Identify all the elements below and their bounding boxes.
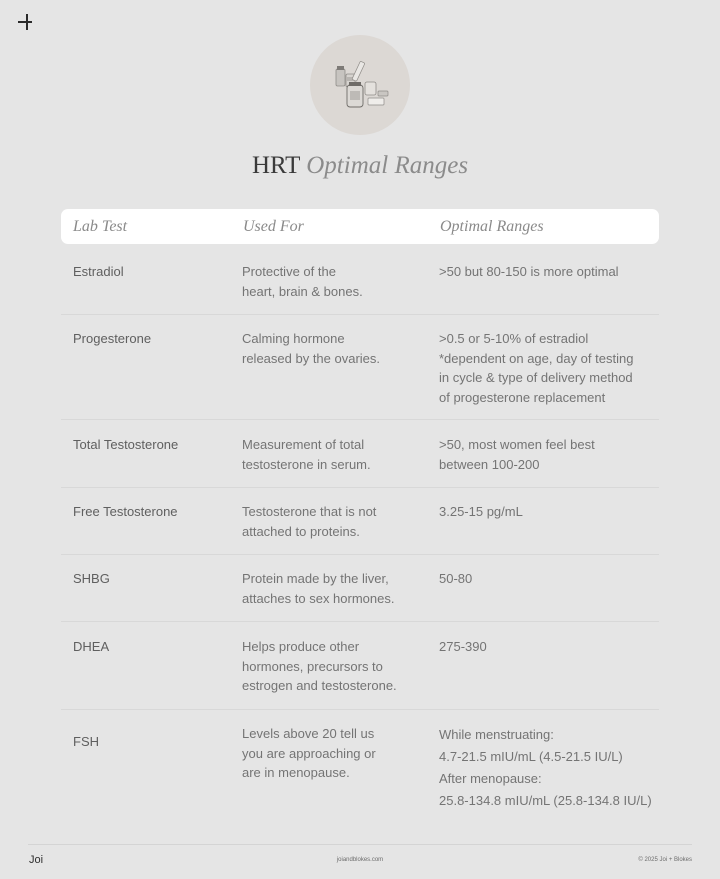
row-range: 50-80 <box>439 571 473 586</box>
row-use: Helps produce other hormones, precursors to estrogen and testosterone. <box>242 639 397 693</box>
page-title <box>0 152 720 180</box>
row-test: Total Testosterone <box>73 437 179 452</box>
row-range: >50, most women feel best between 100-200 <box>439 437 595 472</box>
row-test: DHEA <box>73 639 110 654</box>
row-use: Levels above 20 tell us you are approaching or are in menopause. <box>242 726 376 780</box>
header-lab-test: Lab Test <box>73 218 128 235</box>
row-test: FSH <box>73 734 99 749</box>
row-use: Calming hormone released by the ovaries. <box>242 331 381 366</box>
row-range: While menstruating: 4.7-21.5 mIU/mL (4.5-21.5 IU/L) After menopause: 25.8-134.8 mIU/mL (25.8-134.8 IU/L) <box>439 727 652 808</box>
footer-copyright: © 2025 Joi + Blokes <box>638 857 692 863</box>
bottles-illustration <box>310 35 410 135</box>
title-main: HRT <box>251 152 300 179</box>
row-test: Progesterone <box>73 331 152 346</box>
footer-brand: Joi <box>29 854 44 866</box>
footer-divider <box>28 844 692 845</box>
row-test: SHBG <box>73 571 110 586</box>
table-row <box>61 569 659 622</box>
row-test: Estradiol <box>73 264 124 279</box>
row-use: Testosterone that is not attached to proteins. <box>242 504 377 539</box>
table-row <box>61 637 659 710</box>
table-row <box>61 435 659 488</box>
row-range: 3.25-15 pg/mL <box>439 504 523 519</box>
row-range: >0.5 or 5-10% of estradiol *dependent on age, day of testing in cycle & type of delivery method of progesterone replacement <box>439 331 634 405</box>
row-test: Free Testosterone <box>73 504 178 519</box>
title-italic: Optimal Ranges <box>306 152 469 179</box>
table-row <box>61 724 659 814</box>
table-row <box>61 329 659 420</box>
header-used-for: Used For <box>243 218 304 235</box>
row-range: >50 but 80-150 is more optimal <box>439 264 619 279</box>
row-use: Measurement of total testosterone in serum. <box>242 437 371 472</box>
footer-site: joiandblokes.com <box>336 857 384 863</box>
row-range: 275-390 <box>439 639 487 654</box>
plus-mark-icon <box>17 13 33 31</box>
table-header <box>61 209 659 244</box>
table-row <box>61 502 659 555</box>
row-use: Protective of the heart, brain & bones. <box>242 264 363 299</box>
row-use: Protein made by the liver, attaches to sex hormones. <box>242 571 395 606</box>
header-optimal-ranges: Optimal Ranges <box>440 218 544 235</box>
table-row <box>61 262 659 315</box>
